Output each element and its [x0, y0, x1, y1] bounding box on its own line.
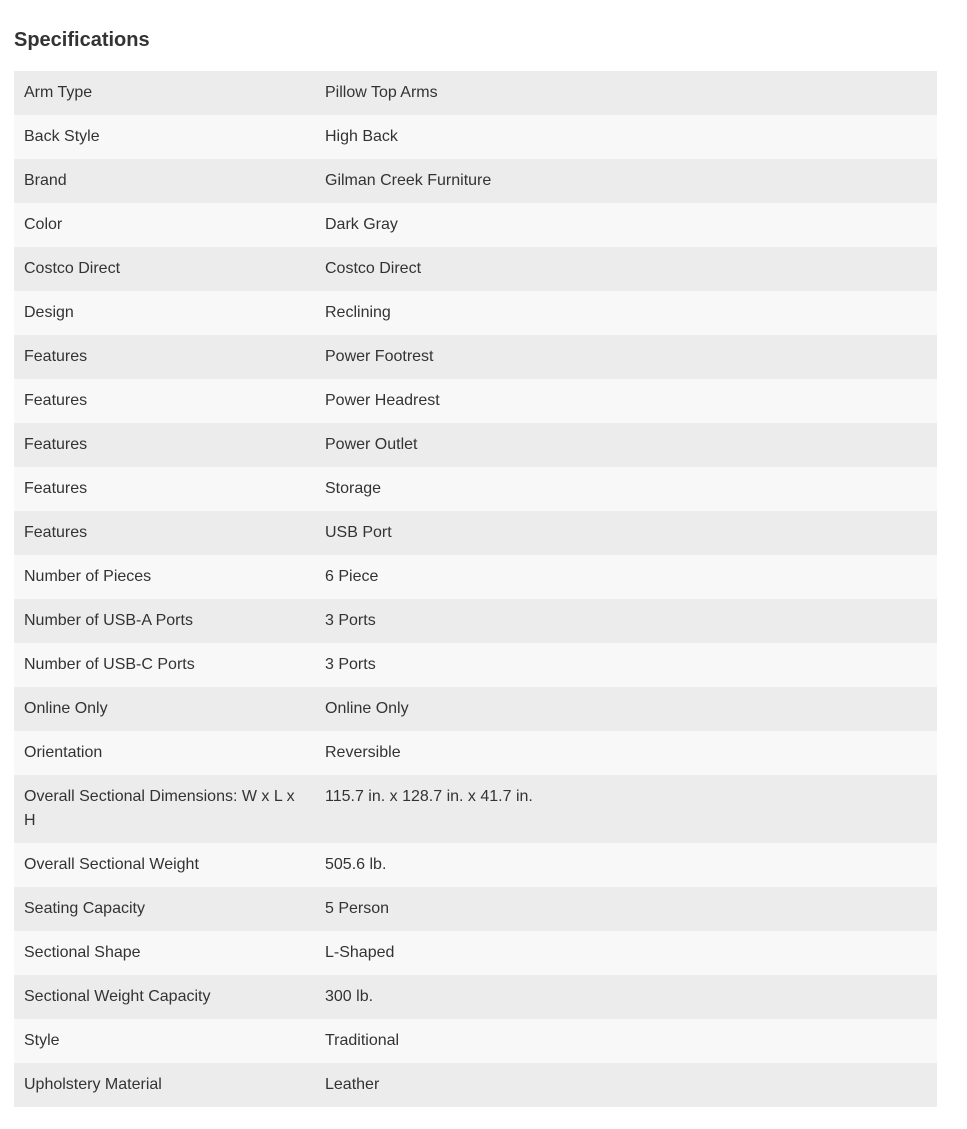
spec-row	[14, 643, 937, 687]
spec-row	[14, 203, 937, 247]
spec-value: Pillow Top Arms	[325, 84, 438, 101]
spec-value: USB Port	[325, 524, 392, 541]
spec-name: Brand	[24, 172, 67, 189]
spec-name: Design	[24, 304, 74, 321]
spec-row	[14, 975, 937, 1019]
spec-name: Sectional Shape	[24, 944, 141, 961]
spec-name: Number of USB-A Ports	[24, 612, 193, 629]
spec-row	[14, 379, 937, 423]
spec-name: Overall Sectional Dimensions: W x L x H	[24, 788, 295, 829]
spec-value: Traditional	[325, 1032, 400, 1049]
spec-row	[14, 731, 937, 775]
spec-value: Online Only	[325, 700, 409, 717]
spec-value: 5 Person	[325, 900, 390, 917]
spec-value: 3 Ports	[325, 612, 376, 629]
spec-name: Upholstery Material	[24, 1076, 162, 1093]
spec-name: Features	[24, 480, 88, 497]
spec-row	[14, 291, 937, 335]
spec-value: Gilman Creek Furniture	[325, 172, 492, 189]
spec-row	[14, 599, 937, 643]
spec-value: L-Shaped	[325, 944, 395, 961]
spec-value: 3 Ports	[325, 656, 376, 673]
spec-row	[14, 423, 937, 467]
spec-name: Back Style	[24, 128, 100, 145]
spec-value: Leather	[325, 1076, 380, 1093]
spec-value: Power Footrest	[325, 348, 434, 365]
spec-value: Storage	[325, 480, 382, 497]
spec-row	[14, 511, 937, 555]
spec-row	[14, 467, 937, 511]
spec-value: Power Headrest	[325, 392, 440, 409]
spec-name: Arm Type	[24, 84, 93, 101]
spec-value: High Back	[325, 128, 398, 145]
spec-value: Costco Direct	[325, 260, 422, 277]
spec-name: Costco Direct	[24, 260, 121, 277]
spec-row	[14, 1063, 937, 1107]
spec-name: Features	[24, 436, 88, 453]
spec-name: Online Only	[24, 700, 108, 717]
spec-value: Power Outlet	[325, 436, 418, 453]
spec-row	[14, 555, 937, 599]
spec-value: Reclining	[325, 304, 391, 321]
spec-row	[14, 247, 937, 291]
spec-row	[14, 775, 937, 843]
spec-value: 300 lb.	[325, 988, 374, 1005]
spec-value: Reversible	[325, 744, 401, 761]
spec-row	[14, 71, 937, 115]
spec-row	[14, 931, 937, 975]
spec-value: 6 Piece	[325, 568, 379, 585]
spec-name: Style	[24, 1032, 60, 1049]
spec-value: Dark Gray	[325, 216, 398, 233]
specifications-table	[14, 71, 937, 1107]
spec-row	[14, 115, 937, 159]
spec-value: 115.7 in. x 128.7 in. x 41.7 in.	[325, 788, 533, 805]
spec-row	[14, 335, 937, 379]
section-title: Specifications	[14, 29, 150, 51]
spec-name: Overall Sectional Weight	[24, 856, 199, 873]
spec-value: 505.6 lb.	[325, 856, 387, 873]
spec-name: Number of USB-C Ports	[24, 656, 195, 673]
spec-row	[14, 159, 937, 203]
spec-name: Features	[24, 348, 88, 365]
spec-name: Orientation	[24, 744, 103, 761]
spec-name: Sectional Weight Capacity	[24, 988, 211, 1005]
spec-name: Number of Pieces	[24, 568, 152, 585]
spec-row	[14, 887, 937, 931]
spec-row	[14, 843, 937, 887]
spec-name: Features	[24, 392, 88, 409]
spec-row	[14, 1019, 937, 1063]
spec-name: Seating Capacity	[24, 900, 145, 917]
spec-name: Color	[24, 216, 63, 233]
spec-row	[14, 687, 937, 731]
spec-name: Features	[24, 524, 88, 541]
